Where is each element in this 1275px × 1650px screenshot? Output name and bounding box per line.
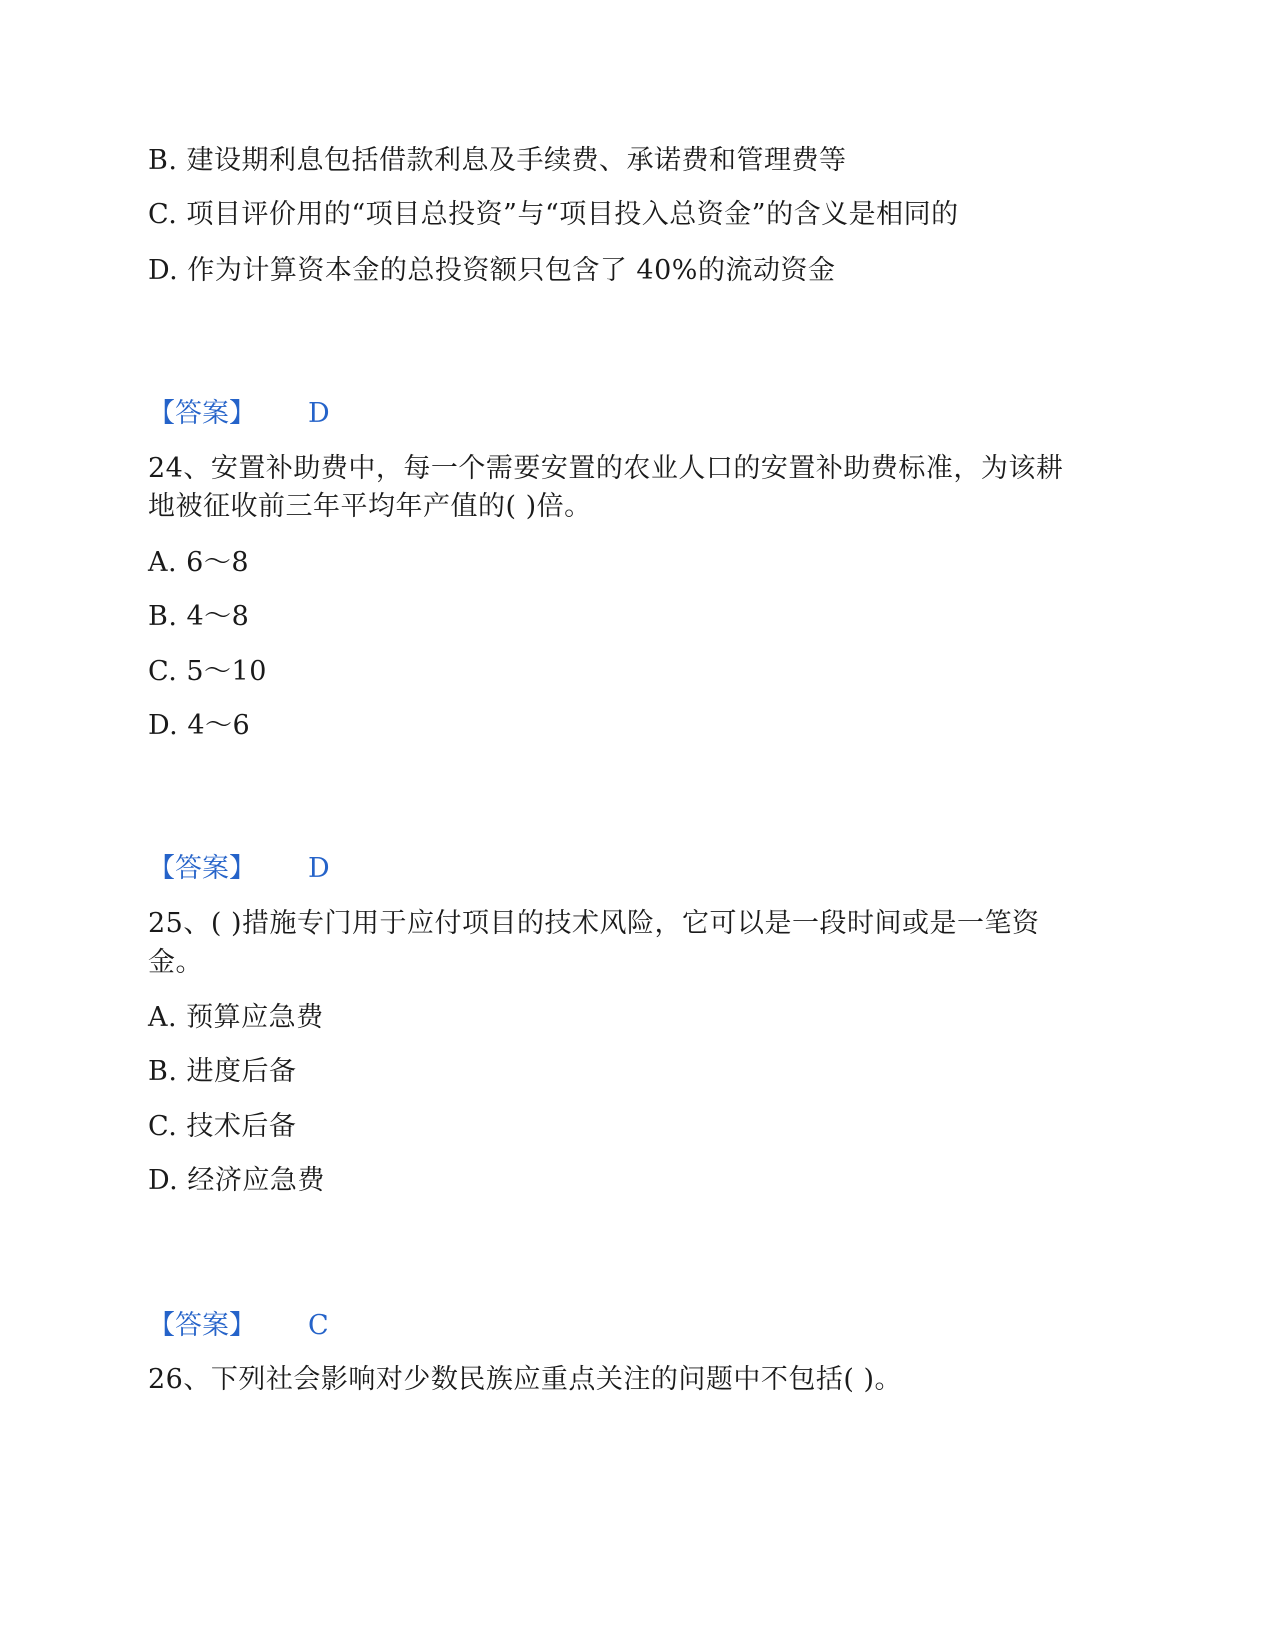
- answer-label: 【答案】: [148, 398, 256, 429]
- q24-option-a: A. 6～8: [148, 547, 250, 578]
- q25-option-c: C. 技术后备: [148, 1111, 297, 1142]
- q25-option-b: B. 进度后备: [148, 1056, 297, 1087]
- q24-option-b: B. 4～8: [148, 601, 250, 632]
- q23-option-c: C. 项目评价用的“项目总投资”与“项目投入总资金”的含义是相同的: [148, 199, 959, 230]
- answer-value: D: [308, 398, 330, 429]
- answer-value: C: [308, 1310, 329, 1341]
- q25-option-a: A. 预算应急费: [148, 1002, 324, 1033]
- q24-option-c: C. 5～10: [148, 656, 267, 687]
- answer-value: D: [308, 853, 330, 884]
- answer-label: 【答案】: [148, 853, 256, 884]
- answer-label: 【答案】: [148, 1310, 256, 1341]
- q23-option-d: D. 作为计算资本金的总投资额只包含了 40%的流动资金: [148, 255, 836, 286]
- q24-stem-line-1: 24、安置补助费中，每一个需要安置的农业人口的安置补助费标准，为该耕: [148, 453, 1064, 484]
- q23-option-b: B. 建设期利息包括借款利息及手续费、承诺费和管理费等: [148, 145, 847, 176]
- q25-stem-line-1: 25、( )措施专门用于应付项目的技术风险，它可以是一段时间或是一笔资: [148, 908, 1040, 939]
- q23-answer: [148, 397, 330, 431]
- q25-answer: [148, 1309, 329, 1343]
- q26-stem-line-1: 26、下列社会影响对少数民族应重点关注的问题中不包括( )。: [148, 1364, 903, 1395]
- q24-option-d: D. 4～6: [148, 710, 251, 741]
- q25-stem-line-2: 金。: [148, 947, 203, 978]
- q24-stem-line-2: 地被征收前三年平均年产值的( )倍。: [148, 491, 592, 522]
- q24-answer: [148, 852, 330, 886]
- q25-option-d: D. 经济应急费: [148, 1165, 325, 1196]
